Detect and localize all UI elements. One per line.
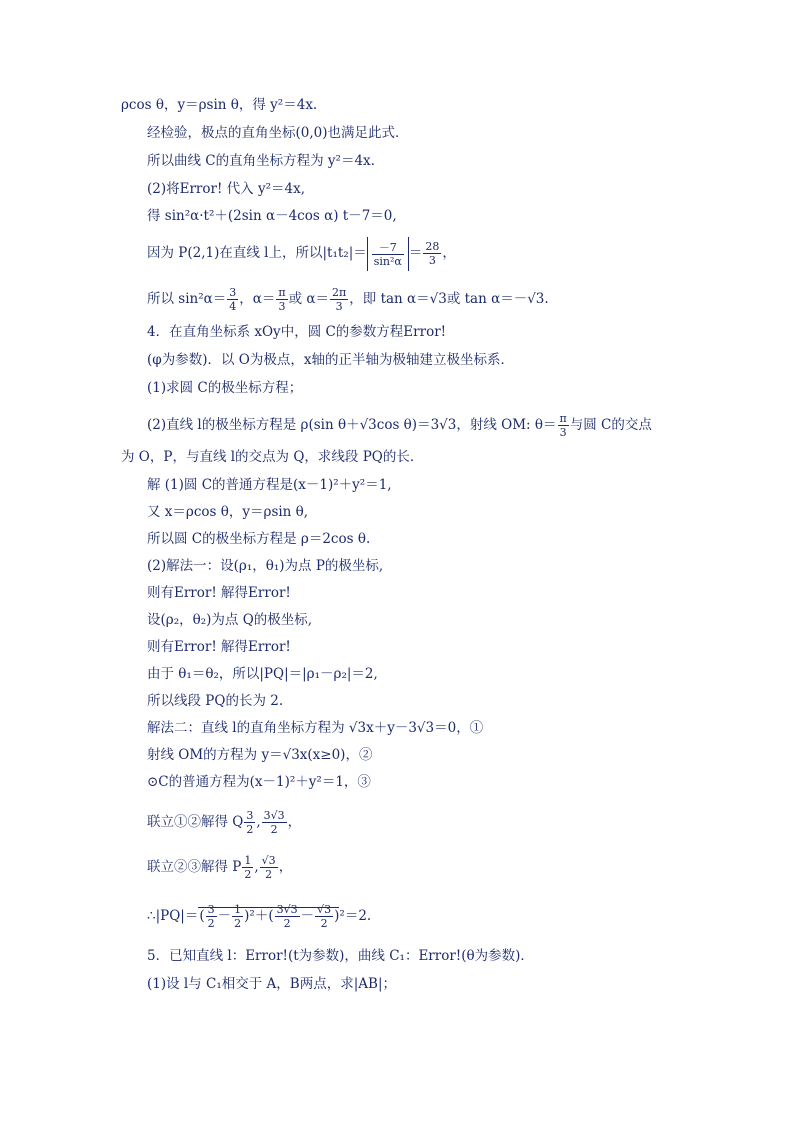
fraction-num: 3 <box>207 903 215 916</box>
fraction-den: 3 <box>278 300 286 313</box>
text-line-27 <box>147 896 371 936</box>
fraction-den: 2 <box>270 823 278 836</box>
line7-mid: ，α＝ <box>239 291 276 307</box>
fraction-num: √3 <box>317 903 332 916</box>
fraction-den: 4 <box>229 300 237 313</box>
line7-end: ，即 tan α＝√3或 tan α＝－√3. <box>349 291 549 307</box>
fraction-num: π <box>559 412 567 425</box>
line27-text: ∴|PQ|＝ <box>147 908 199 924</box>
text-line-29: (1)设 l与 C₁相交于 A，B两点，求|AB|； <box>147 976 396 992</box>
text-line-17: 则有Error! 解得Error! <box>147 585 291 601</box>
text-line-2: 经检验，极点的直角坐标(0,0)也满足此式． <box>147 125 409 141</box>
fraction <box>275 903 300 930</box>
fraction <box>232 903 243 930</box>
text-line-24: ⊙C的普通方程为(x－1)²＋y²＝1，③ <box>147 774 371 790</box>
fraction-den: 2 <box>207 917 215 930</box>
fraction-den: 2 <box>246 823 254 836</box>
text-line-19: 则有Error! 解得Error! <box>147 639 291 655</box>
pq-mid: ²＋ <box>249 908 269 924</box>
line25-end: ， <box>287 814 302 830</box>
problem-5-heading: 5．已知直线 l：Error!(t为参数)，曲线 C₁：Error!(θ为参数)． <box>147 948 534 964</box>
fraction-den: 2 <box>234 917 242 930</box>
fraction <box>242 854 253 881</box>
text-line-6 <box>147 236 456 271</box>
fraction-num: 3√3 <box>263 809 285 822</box>
fraction-den: 2 <box>283 917 291 930</box>
fraction <box>260 854 278 881</box>
text-line-3: 所以曲线 C的直角坐标方程为 y²＝4x. <box>147 153 375 169</box>
text-line-22: 解法二：直线 l的直角坐标方程为 √3x＋y－3√3＝0，① <box>147 720 484 736</box>
text-line-4: (2)将Error! 代入 y²＝4x, <box>147 181 306 197</box>
line6-text: 因为 P(2,1)在直线 l上，所以|t₁t₂|＝ <box>147 245 367 261</box>
text-line-12: 为 O，P，与直线 l的交点为 Q，求线段 PQ的长． <box>121 449 424 465</box>
fraction-den: 3 <box>428 254 436 267</box>
line7-or: 或 α＝ <box>288 291 330 307</box>
fraction-den: 2 <box>320 917 328 930</box>
text-line-5: 得 sin²α·t²＋(2sin α－4cos α) t－7＝0, <box>147 208 397 224</box>
text-line-15: 所以圆 C的极坐标方程是 ρ＝2cos θ. <box>147 531 371 547</box>
text-line-14: 又 x＝ρcos θ，y＝ρsin θ, <box>147 504 309 520</box>
text-line-9: (φ为参数)．以 O为极点，x轴的正半轴为极轴建立极坐标系． <box>147 352 514 368</box>
fraction <box>372 241 404 268</box>
fraction-num: √3 <box>261 854 276 867</box>
text-line-1: ρcos θ，y＝ρsin θ，得 y²＝4x. <box>121 97 318 113</box>
fraction-den: sin²α <box>373 254 402 268</box>
line26-text: 联立②③解得 P <box>147 859 242 875</box>
pq-end: ²＝2. <box>339 908 372 924</box>
fraction-den: 2 <box>265 868 273 881</box>
fraction <box>558 412 569 439</box>
fraction <box>244 809 255 836</box>
fraction-num: 1 <box>244 854 252 867</box>
fraction-num: 2π <box>332 286 347 299</box>
sqrt-expr: ( $\frac{3}{2}$ － $\frac{1}{2}$ )²＋( $\frac{3√3}{2}$ － $\frac{√3}{2}$ ) <box>199 903 340 930</box>
problem-4-heading: 4．在直角坐标系 xOy中，圆 C的参数方程Error! <box>147 324 447 340</box>
fraction-num: 28 <box>425 240 440 253</box>
fraction-num: 3√3 <box>276 903 298 916</box>
text-line-18: 设(ρ₂，θ₂)为点 Q的极坐标, <box>147 612 313 628</box>
fraction <box>423 240 441 267</box>
fraction <box>262 809 287 836</box>
fraction <box>206 903 217 930</box>
text-line-26: 联立②③解得 P $\frac{1}{2}$ , $\frac{√3}{2}$ ， <box>147 854 293 881</box>
fraction-num: 3 <box>229 286 237 299</box>
text-line-7 <box>147 282 549 316</box>
abs-value <box>367 237 409 271</box>
fraction-num: π <box>278 286 286 299</box>
text-line-20: 由于 θ₁＝θ₂，所以|PQ|＝|ρ₁－ρ₂|＝2, <box>147 666 378 682</box>
fraction-den: 3 <box>335 300 343 313</box>
text-line-23: 射线 OM的方程为 y＝√3x(x≥0)，② <box>147 747 373 763</box>
fraction <box>315 903 333 930</box>
fraction-num: 3 <box>246 809 254 822</box>
line7-text: 所以 sin²α＝ <box>147 291 227 307</box>
text-line-21: 所以线段 PQ的长为 2. <box>147 693 284 709</box>
text-line-25: 联立①②解得 Q $\frac{3}{2}$ , $\frac{3√3}{2}$ ， <box>147 809 302 836</box>
fraction-num: －7 <box>372 241 404 255</box>
fraction <box>330 286 348 313</box>
text-line-13: 解 (1)圆 C的普通方程是(x－1)²＋y²＝1, <box>147 477 392 493</box>
line6-end: ， <box>442 245 456 261</box>
text-line-16: (2)解法一：设(ρ₁，θ₁)为点 P的极坐标, <box>147 558 384 574</box>
line26-end: ， <box>278 859 293 875</box>
fraction-den: 3 <box>559 426 567 439</box>
fraction <box>227 286 238 313</box>
text-line-10: (1)求圆 C的极坐标方程； <box>147 380 303 396</box>
line25-text: 联立①②解得 Q <box>147 814 244 830</box>
fraction-num: 1 <box>234 903 242 916</box>
fraction-den: 2 <box>244 868 252 881</box>
line11-text: (2)直线 l的极坐标方程是 ρ(sin θ＋√3cos θ)＝3√3，射线 OM: θ＝ <box>147 417 557 433</box>
text-line-11 <box>147 408 652 442</box>
line11-end: 与圆 C的交点 <box>569 417 652 433</box>
fraction <box>276 286 287 313</box>
line6-eq: ＝ <box>408 245 423 261</box>
